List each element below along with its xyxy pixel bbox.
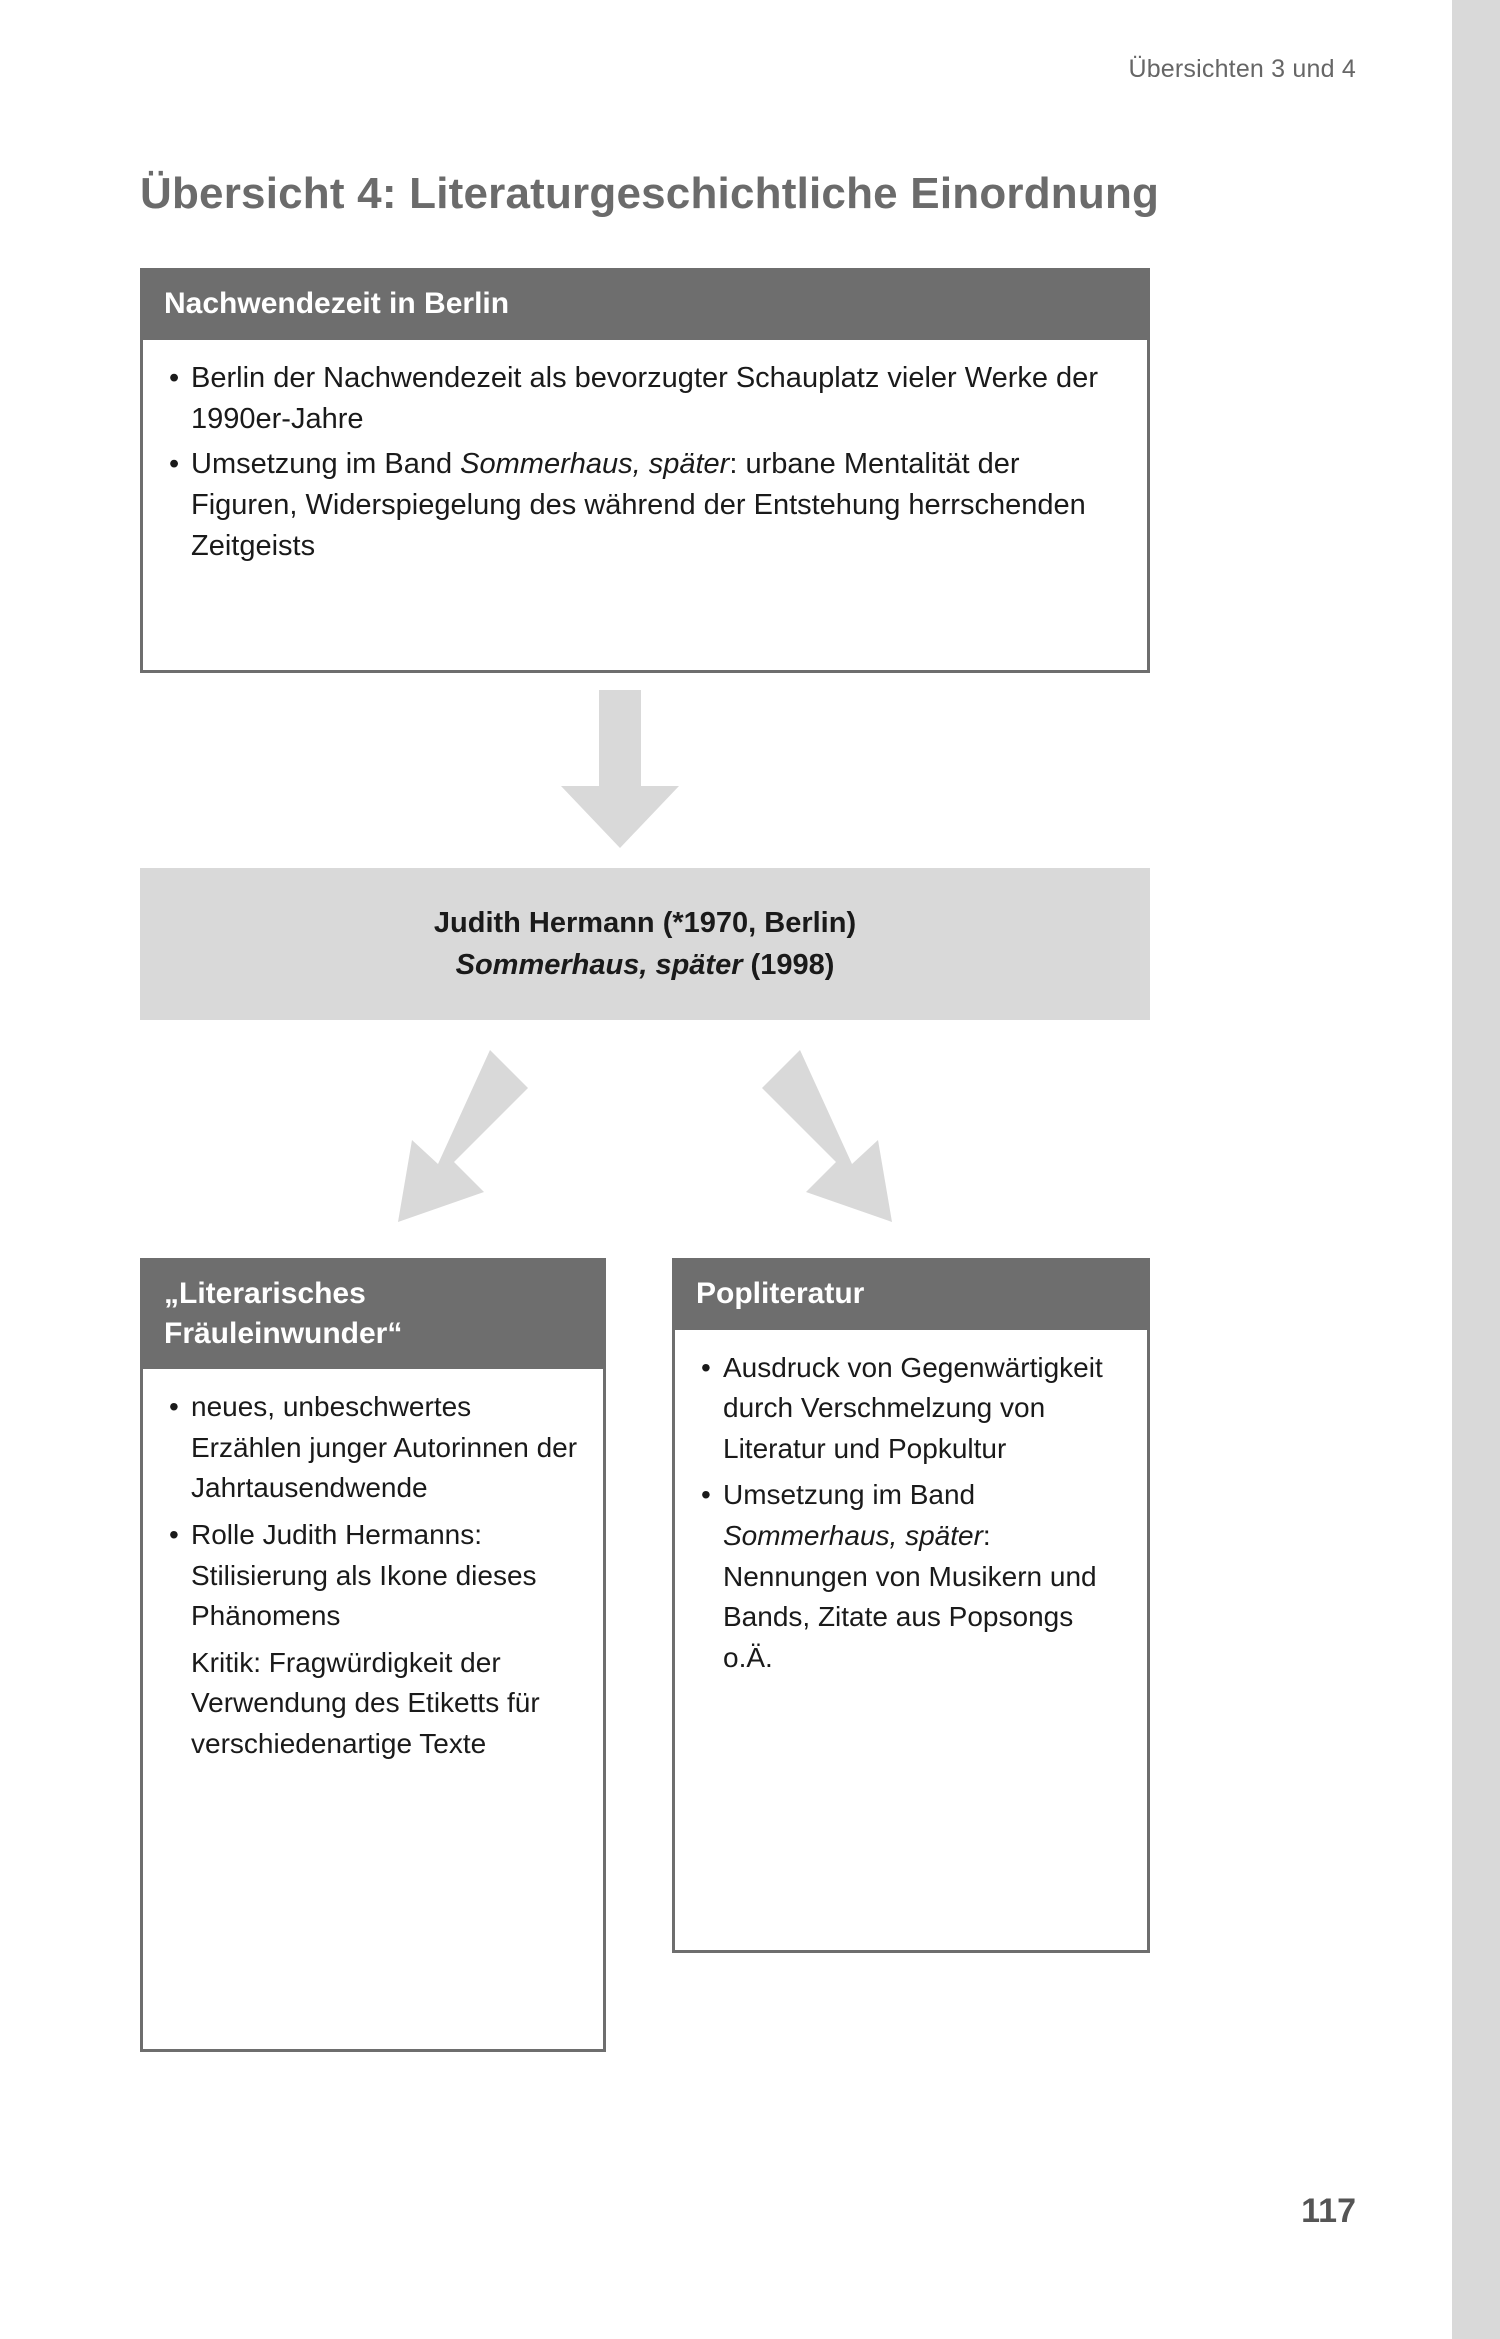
list-item-note — [167, 1643, 579, 1765]
arrow-down-left-icon — [350, 1050, 530, 1240]
arrow-down-icon — [555, 690, 685, 850]
page-title: Übersicht 4: Literaturgeschichtliche Einordnung — [140, 169, 1160, 219]
list-item — [167, 358, 1123, 440]
box-nachwendezeit — [140, 268, 1150, 673]
bullet-text: Umsetzung im Band Sommerhaus, später: Nennungen von Musikern und Bands, Zitate aus Popsongs o.Ä. — [723, 1479, 1097, 1673]
box-nachwendezeit-bullets — [167, 358, 1123, 568]
box-literarisches-fraeuleinwunder — [140, 1258, 606, 2052]
box-popliteratur-body — [672, 1330, 1150, 1953]
page-number: 117 — [1301, 2192, 1356, 2230]
author-line: Judith Hermann (*1970, Berlin) — [433, 906, 857, 939]
work-line: Sommerhaus, später (1998) — [455, 949, 835, 981]
list-item — [699, 1475, 1123, 1678]
list-item — [167, 1387, 579, 1509]
box-fraeuleinwunder-bullets — [167, 1387, 579, 1764]
bullet-text: Ausdruck von Gegenwärtigkeit durch Verschmelzung von Literatur und Popkultur — [723, 1351, 1103, 1464]
arrow-down-right-icon — [760, 1050, 940, 1240]
box-popliteratur — [672, 1258, 1150, 1953]
list-item — [699, 1348, 1123, 1470]
box-popliteratur-header: Popliteratur — [672, 1258, 1150, 1330]
box-fraeuleinwunder-body — [140, 1369, 606, 2052]
box-judith-hermann — [140, 868, 1150, 1020]
note-text: Kritik: Fragwürdigkeit der Verwendung des Etiketts für verschiedenartige Texte — [191, 1646, 540, 1759]
box-popliteratur-bullets — [699, 1348, 1123, 1679]
bullet-text: neues, unbeschwertes Erzählen junger Autorinnen der Jahrtausendwende — [191, 1391, 578, 1504]
running-head: Übersichten 3 und 4 — [1128, 55, 1356, 83]
page-edge-strip — [1452, 0, 1500, 2339]
box-fraeuleinwunder-header: „Literarisches Fräuleinwunder“ — [140, 1258, 606, 1369]
bullet-text: Berlin der Nachwendezeit als bevorzugter Schauplatz vieler Werke der 1990er-Jahre — [191, 361, 1098, 435]
list-item — [167, 444, 1123, 568]
box-nachwendezeit-body — [140, 340, 1150, 673]
list-item — [167, 1515, 579, 1637]
bullet-text: Rolle Judith Hermanns: Stilisierung als Ikone dieses Phänomens — [191, 1518, 537, 1632]
bullet-text: Umsetzung im Band Sommerhaus, später: urbane Mentalität der Figuren, Widerspiegelung des während der Entstehung herrschenden Zeitgeists — [191, 447, 1086, 563]
box-nachwendezeit-header: Nachwendezeit in Berlin — [140, 268, 1150, 340]
